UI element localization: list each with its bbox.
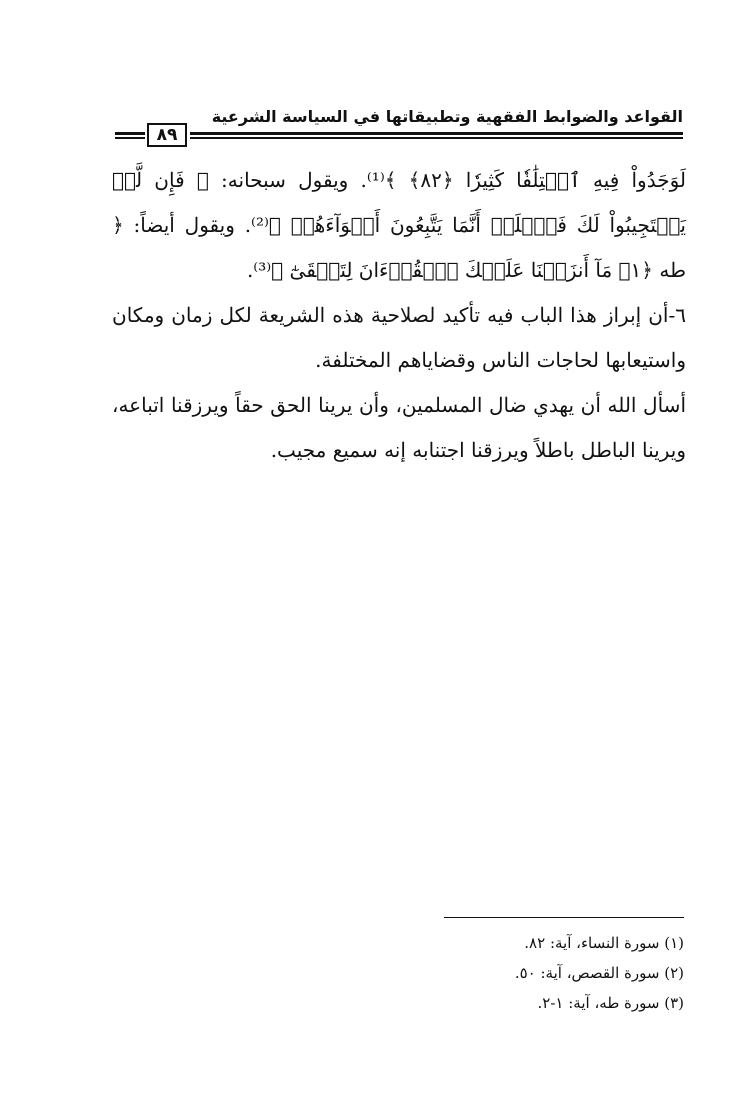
- main-text: [112, 158, 686, 473]
- paragraph-closing-prayer: أسأل الله أن يهدي ضال المسلمين، وأن يرينا الحق حقاً ويرزقنا اتباعه، ويرينا الباطل باطلاً ويرزقنا اجتنابه إنه سميع مجيب.: [112, 393, 686, 462]
- header-rule: [115, 126, 683, 148]
- footnote-item: (٢) سورة القصص، آية: ٥٠.: [514, 964, 684, 982]
- paragraph-point-6: ٦-أن إبراز هذا الباب فيه تأكيد لصلاحية هذه الشريعة لكل زمان ومكان واستيعابها لحاجات الناس وقضاياهم المختلفة.: [112, 303, 686, 372]
- header-rule-long-2: [190, 137, 683, 139]
- page-number: ٨٩: [147, 123, 187, 147]
- running-title: القواعد والضوابط الفقهية وتطبيقاتها في السياسة الشرعية: [211, 107, 683, 126]
- header-rule-short: [115, 132, 145, 135]
- footnote-item: (٣) سورة طه، آية: ١-٢.: [537, 994, 684, 1012]
- header-rule-long: [190, 132, 683, 135]
- footnote-item: (١) سورة النساء، آية: ٨٢.: [524, 934, 684, 952]
- header-rule-short-2: [115, 137, 145, 139]
- footnotes: [420, 928, 684, 1018]
- paragraph-quran-citations: لَوَجَدُواْ فِيهِ ٱخۡتِلَٰفٗا كَثِيرٗا ﴿٨٢﴾ ﴾⁽¹⁾. ويقول سبحانه: ﴿ فَإِن لَّمۡ يَسۡتَجِيبُواْ لَكَ فَٱعۡلَمۡ أَنَّمَا يَتَّبِعُونَ أَهۡوَآءَهُمۡ ﴾⁽²⁾. ويقول أيضاً: ﴿ طه ﴿١﴾ مَآ أَنزَلۡنَا عَلَيۡكَ ٱلۡقُرۡءَانَ لِتَشۡقَىٰٓ ﴾⁽³⁾.: [112, 168, 686, 282]
- footnote-separator: [444, 917, 684, 918]
